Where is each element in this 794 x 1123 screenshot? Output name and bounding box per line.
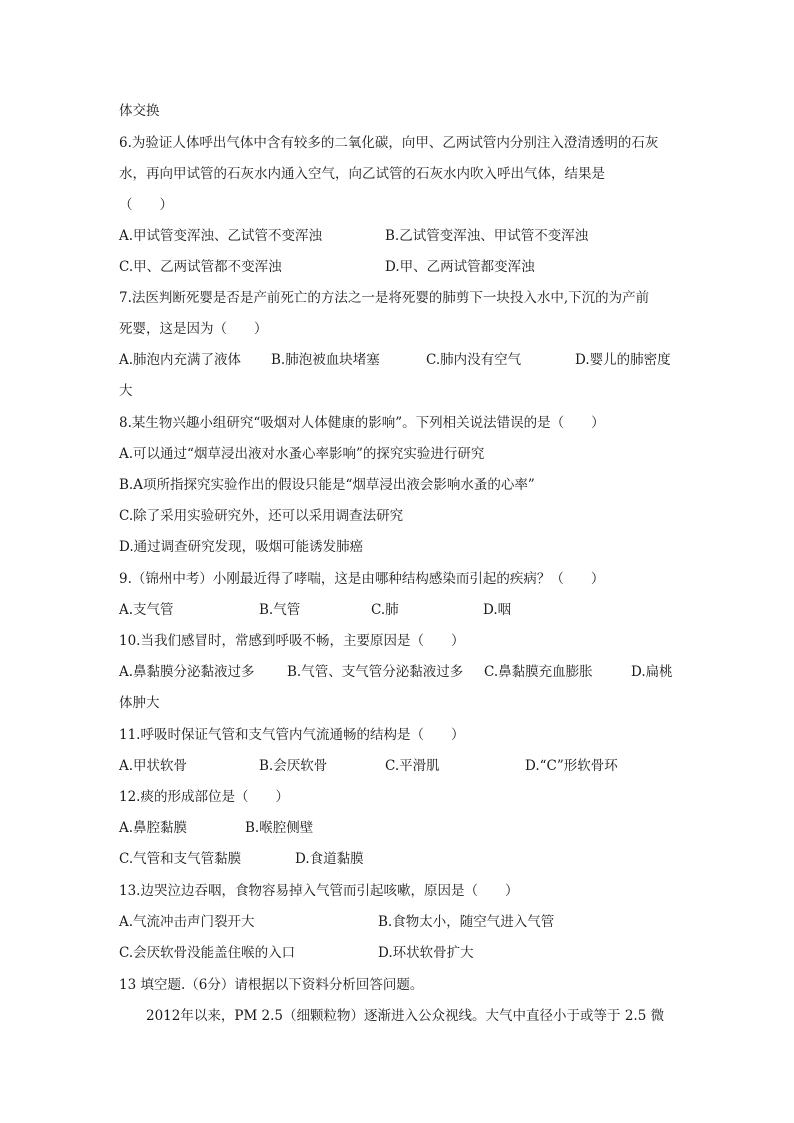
option-12b: B.喉腔侧壁	[245, 820, 314, 836]
option-8d: D.通过调查研究发现，吸烟可能诱发肺癌	[119, 539, 364, 555]
option-9c: C.肺	[371, 602, 399, 618]
passage-line-1: 2012年以来，PM 2.5（细颗粒物）逐渐进入公众视线。大气中直径小于或等于 2.5 微	[119, 1008, 665, 1024]
option-13b: B.食物太小，随空气进入气管	[378, 914, 555, 930]
option-10b: B.气管、支气管分泌黏液过多	[287, 664, 464, 680]
option-7d: D.婴儿的肺密度	[575, 352, 671, 368]
option-9b: B.气管	[259, 602, 301, 618]
option-11a: A.甲状软骨	[119, 758, 188, 774]
question-6-answer-blank: （ ）	[119, 197, 173, 213]
question-7-options-wrap: 大	[119, 383, 133, 399]
question-10-stem: 10.当我们感冒时，常感到呼吸不畅，主要原因是（ ）	[119, 633, 465, 649]
option-7a: A.肺泡内充满了液体	[119, 352, 242, 368]
fill-in-section-heading: 13 填空题.（6分）请根据以下资料分析回答问题。	[119, 977, 424, 993]
question-7-line-1: 7.法医判断死婴是否是产前死亡的方法之一是将死婴的肺剪下一块投入水中,下沉的为产前	[119, 290, 650, 306]
option-8c: C.除了采用实验研究外，还可以采用调查法研究	[119, 508, 404, 524]
option-11c: C.平滑肌	[385, 758, 440, 774]
option-8b: B.A项所指探究实验作出的假设只能是“烟草浸出液会影响水蚤的心率”	[119, 477, 535, 493]
option-12d: D.食道黏膜	[295, 851, 364, 867]
option-9a: A.支气管	[119, 602, 174, 618]
option-12a: A.鼻腔黏膜	[119, 820, 188, 836]
option-6b: B.乙试管变浑浊、甲试管不变浑浊	[385, 228, 589, 244]
option-6a: A.甲试管变浑浊、乙试管不变浑浊	[119, 228, 323, 244]
question-6-line-1: 6.为验证人体呼出气体中含有较多的二氧化碳，向甲、乙两试管内分别注入澄清透明的石灰	[119, 135, 659, 151]
option-7b: B.肺泡被血块堵塞	[271, 352, 380, 368]
question-12-stem: 12.痰的形成部位是（ ）	[119, 789, 289, 805]
question-10-options-wrap: 体肿大	[119, 695, 160, 711]
option-9d: D.咽	[483, 602, 512, 618]
option-12c: C.气管和支气管黏膜	[119, 851, 242, 867]
question-11-stem: 11.呼吸时保证气管和支气管内气流通畅的结构是（ ）	[119, 727, 465, 743]
option-13c: C.会厌软骨没能盖住喉的入口	[119, 945, 296, 961]
option-13a: A.气流冲击声门裂开大	[119, 914, 255, 930]
option-10c: C.鼻黏膜充血膨胀	[484, 664, 593, 680]
question-6-line-2: 水，再向甲试管的石灰水内通入空气，向乙试管的石灰水内吹入呼出气体，结果是	[119, 166, 605, 182]
question-13-stem: 13.边哭泣边吞咽，食物容易掉入气管而引起咳嗽，原因是（ ）	[119, 883, 519, 899]
question-9-stem: 9.（锦州中考）小刚最近得了哮喘，这是由哪种结构感染而引起的疾病？（ ）	[119, 571, 605, 587]
option-11b: B.会厌软骨	[259, 758, 328, 774]
option-13d: D.环状软骨扩大	[378, 945, 474, 961]
option-6c: C.甲、乙两试管都不变浑浊	[119, 259, 282, 275]
option-6d: D.甲、乙两试管都变浑浊	[385, 259, 535, 275]
option-10d: D.扁桃	[631, 664, 673, 680]
question-8-stem: 8.某生物兴趣小组研究“吸烟对人体健康的影响”。下列相关说法错误的是（ ）	[119, 415, 605, 431]
option-7c: C.肺内没有空气	[426, 352, 522, 368]
option-8a: A.可以通过“烟草浸出液对水蚤心率影响”的探究实验进行研究	[119, 446, 485, 462]
option-11d: D.“C”形软骨环	[525, 758, 618, 774]
question-7-line-2: 死婴，这是因为（ ）	[119, 321, 268, 337]
text-line-continuation: 体交换	[119, 103, 160, 119]
option-10a: A.鼻黏膜分泌黏液过多	[119, 664, 255, 680]
